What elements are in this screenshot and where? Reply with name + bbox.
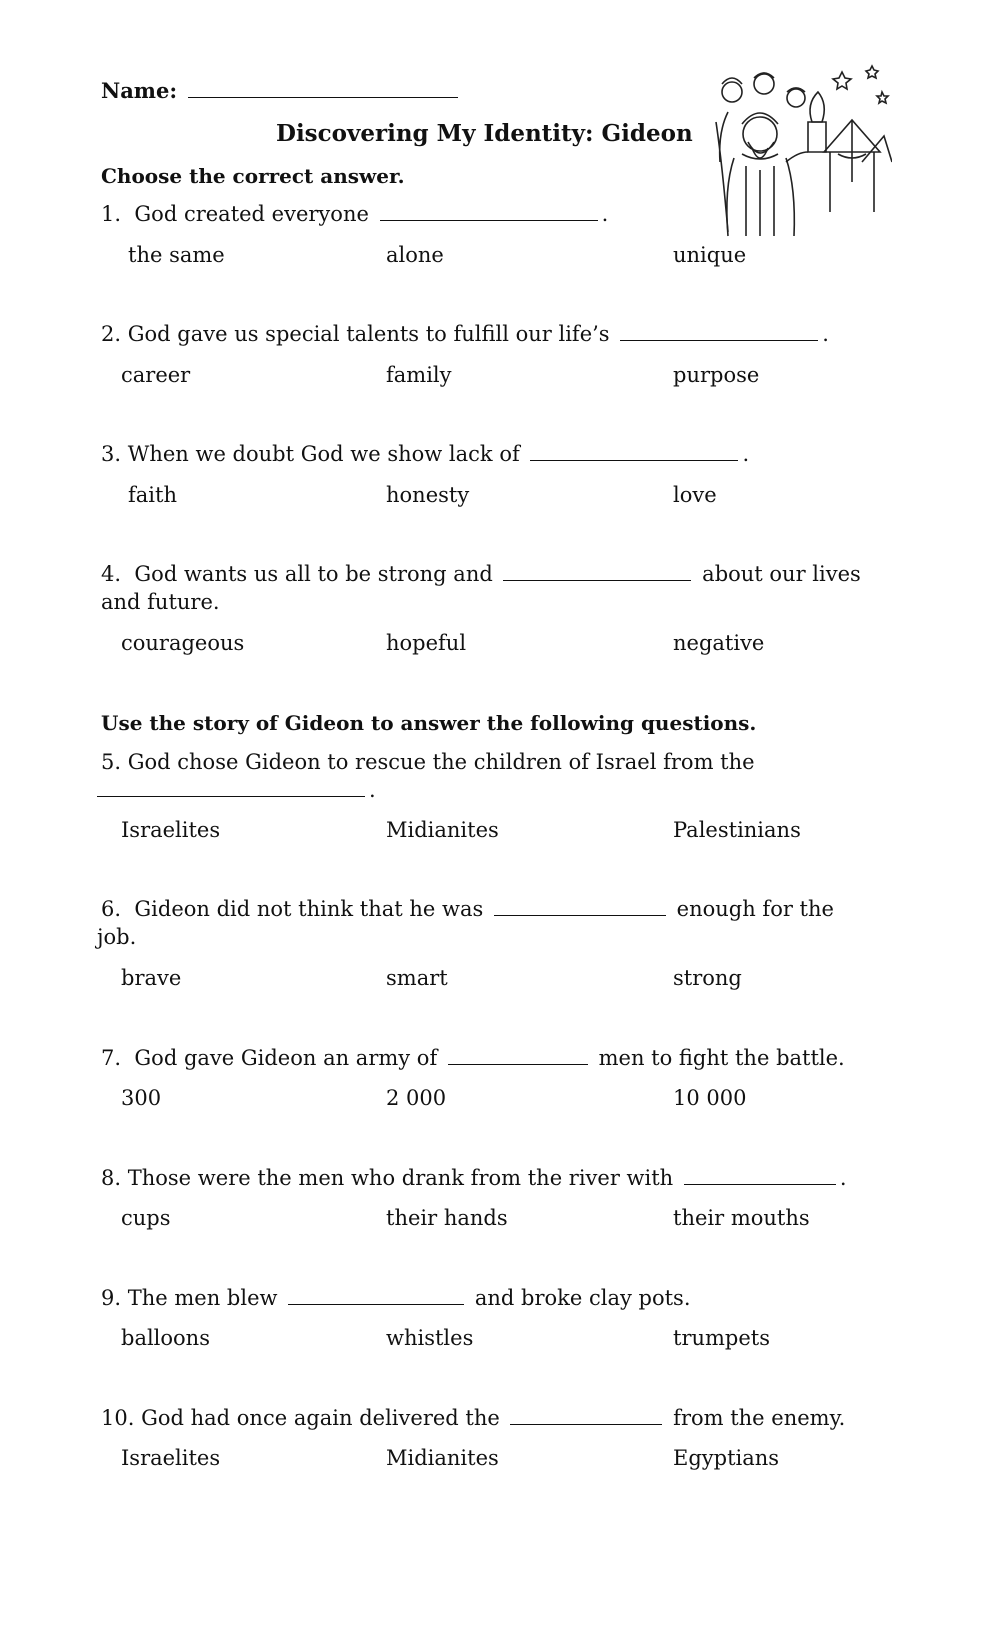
- question-2: 2. God gave us special talents to fulfill our life’s .: [101, 322, 829, 346]
- answer-blank-5[interactable]: [97, 778, 365, 797]
- option-9-b[interactable]: whistles: [386, 1326, 474, 1350]
- option-2-a[interactable]: career: [121, 363, 191, 387]
- page-title: Discovering My Identity: Gideon: [276, 120, 693, 147]
- answer-blank-6[interactable]: [494, 897, 666, 916]
- option-10-c[interactable]: Egyptians: [673, 1446, 780, 1470]
- answer-blank-4[interactable]: [503, 562, 691, 581]
- option-10-a[interactable]: Israelites: [121, 1446, 221, 1470]
- option-1-c[interactable]: unique: [673, 243, 747, 267]
- answer-blank-9[interactable]: [288, 1286, 464, 1305]
- answer-blank-8[interactable]: [684, 1166, 836, 1185]
- option-1-a[interactable]: the same: [128, 243, 225, 267]
- option-8-b[interactable]: their hands: [386, 1206, 508, 1230]
- option-7-b[interactable]: 2 000: [386, 1086, 447, 1110]
- option-4-a[interactable]: courageous: [121, 631, 245, 655]
- option-5-a[interactable]: Israelites: [121, 818, 221, 842]
- question-8: 8. Those were the men who drank from the river with .: [101, 1166, 847, 1190]
- option-4-c[interactable]: negative: [673, 631, 765, 655]
- option-1-b[interactable]: alone: [386, 243, 444, 267]
- option-6-b[interactable]: smart: [386, 966, 448, 990]
- question-7: 7. God gave Gideon an army of men to fight the battle.: [101, 1046, 845, 1070]
- option-5-b[interactable]: Midianites: [386, 818, 499, 842]
- option-6-c[interactable]: strong: [673, 966, 742, 990]
- option-8-c[interactable]: their mouths: [673, 1206, 810, 1230]
- question-5: 5. God chose Gideon to rescue the children of Israel from the: [101, 750, 755, 774]
- option-7-c[interactable]: 10 000: [673, 1086, 747, 1110]
- question-4: 4. God wants us all to be strong and about our lives: [101, 562, 861, 586]
- question-4-continued: and future.: [101, 590, 220, 614]
- instruction-choose: Choose the correct answer.: [101, 164, 405, 188]
- answer-blank-10[interactable]: [510, 1406, 662, 1425]
- answer-blank-3[interactable]: [530, 442, 738, 461]
- answer-blank-2[interactable]: [620, 322, 818, 341]
- option-7-a[interactable]: 300: [121, 1086, 162, 1110]
- option-8-a[interactable]: cups: [121, 1206, 171, 1230]
- question-6: 6. Gideon did not think that he was enough for the: [101, 897, 834, 921]
- option-9-c[interactable]: trumpets: [673, 1326, 771, 1350]
- option-2-b[interactable]: family: [386, 363, 452, 387]
- option-3-b[interactable]: honesty: [386, 483, 470, 507]
- option-2-c[interactable]: purpose: [673, 363, 760, 387]
- name-blank[interactable]: [188, 79, 458, 98]
- answer-blank-1[interactable]: [380, 202, 598, 221]
- answer-blank-7[interactable]: [448, 1046, 588, 1065]
- option-3-a[interactable]: faith: [128, 483, 177, 507]
- name-label: Name:: [101, 78, 178, 103]
- option-4-b[interactable]: hopeful: [386, 631, 467, 655]
- option-10-b[interactable]: Midianites: [386, 1446, 499, 1470]
- question-6-continued: job.: [97, 925, 137, 949]
- question-1: 1. God created everyone .: [101, 202, 609, 226]
- question-10: 10. God had once again delivered the from the enemy.: [101, 1406, 846, 1430]
- option-5-c[interactable]: Palestinians: [673, 818, 801, 842]
- instruction-story: Use the story of Gideon to answer the following questions.: [101, 711, 757, 735]
- question-9: 9. The men blew and broke clay pots.: [101, 1286, 691, 1310]
- option-3-c[interactable]: love: [673, 483, 717, 507]
- question-3: 3. When we doubt God we show lack of .: [101, 442, 750, 466]
- gideon-illustration: [712, 62, 892, 238]
- option-9-a[interactable]: balloons: [121, 1326, 210, 1350]
- option-6-a[interactable]: brave: [121, 966, 182, 990]
- question-5-answer-line: .: [97, 778, 376, 802]
- name-field[interactable]: [101, 78, 462, 103]
